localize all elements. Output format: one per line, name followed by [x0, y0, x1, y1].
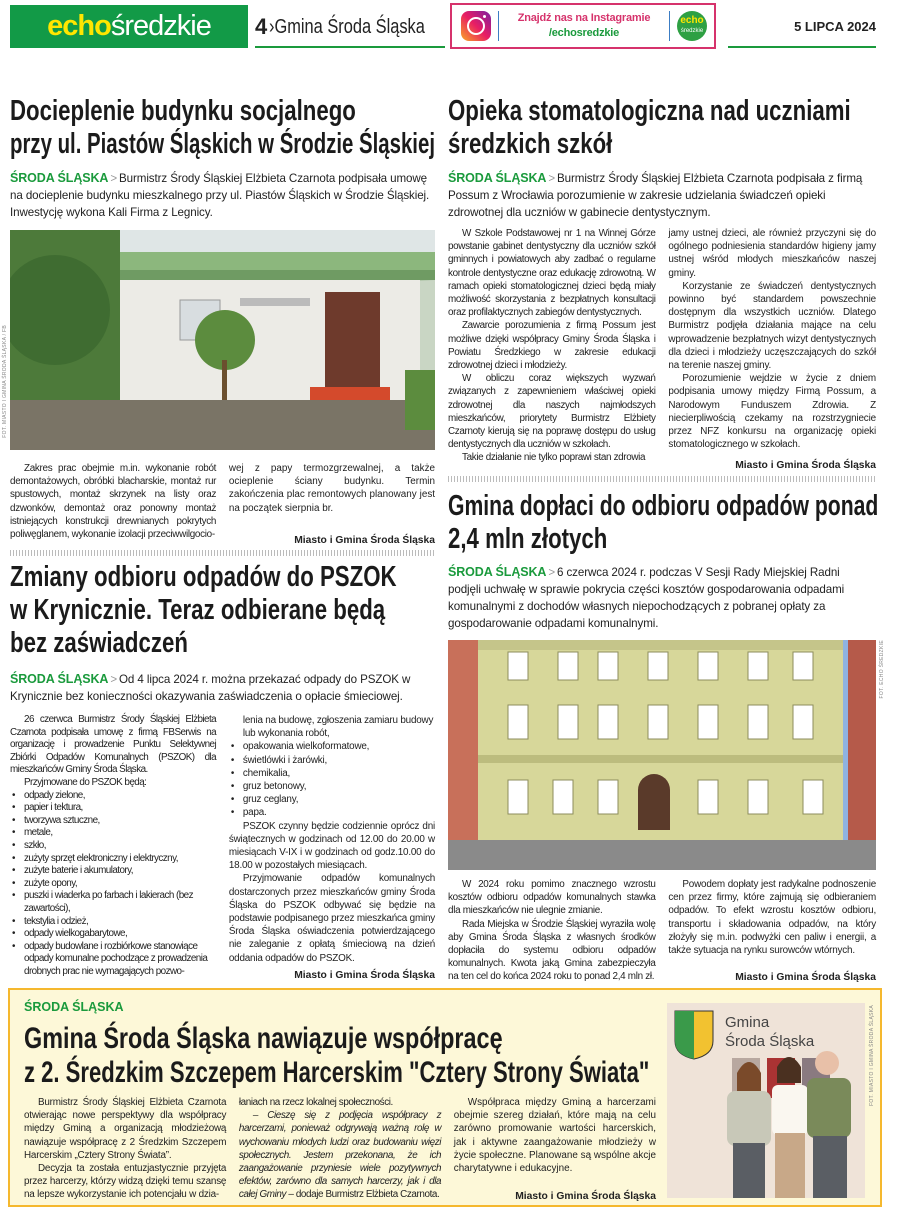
- paragraphs: [448, 227, 656, 465]
- title-line: w Krynicznie. Teraz odbierane będą: [10, 594, 386, 626]
- list-item: • gruz betonowy,: [229, 780, 435, 793]
- paragraph: 26 czerwca Burmistrz Środy Śląskiej Elżbieta Czarnota podpisała umowę z firmą FBSerwis na organizację i prowadzenie Punktu Selektywnej Zbiórki Odpadów Komunalnych (PSZOK) dla mieszkańców Gminy Środa Śląska.: [10, 714, 217, 776]
- photo-credit: FOT. MIASTO I GMINA ŚRODA ŚLĄSKA: [869, 1005, 875, 1106]
- newspaper-logo: [10, 5, 248, 48]
- badge-top: echo: [680, 15, 704, 26]
- column: [448, 878, 656, 984]
- photo-credit: FOT. ECHO ŚREDZKIE: [879, 640, 885, 699]
- section-divider: [448, 476, 876, 482]
- article-2-body: [10, 714, 435, 982]
- article-3-lead: [448, 170, 878, 221]
- list-item: • odpady wielkogabarytowe,: [10, 928, 216, 941]
- quote-attribution: – dodaje Burmistrz Elżbieta Czarnota.: [286, 1189, 440, 1201]
- lead-text: 6 czerwca 2024 r. podczas V Sesji Rady Miejskiej Radni podjęli uchwałę w sprawie pokrycia części kosztów gospodarowania odpadami komunalnymi z dochodów własnych niepochodzących z pobranej opłaty za gospodarowanie odpadami komunalnymi.: [448, 566, 845, 630]
- paragraph: Burmistrz Środy Śląskiej Elżbieta Czarnota otwierając nowe perspektywy dla współpracy między Gminą a organizacją młodzieżową nawiązuje współpracę z 2 Średzkim Szczepem Harcerskim „Cztery Strony Świata”.: [24, 1097, 227, 1161]
- paragraph: Powodem dopłaty jest radykalne podnoszenie cen przez firmy, które zajmują się odbieraniem odpadów. To efekt wzrostu kosztów odbioru, transportu i składowania odpadów, na który złożyły się m.in. podwyżki cen paliw i energii, a także sytuacja na rynku surowców wtórnych.: [668, 879, 876, 957]
- paragraph: łaniach na rzecz lokalnej społeczności.: [238, 1097, 393, 1108]
- list-item: • puszki i wiaderka po farbach i lakierach (bez zawartości),: [10, 890, 216, 915]
- title-line: z 2. Średzkim Szczepem Harcerskim "Cztery Strony Świata": [24, 1056, 650, 1089]
- paragraph: PSZOK czynny będzie codziennie oprócz dni świątecznych w godzinach od 12.00 do 20.00 w miesiącach V-IX i w godzinach od godz.10.00 do 18.00 w pozostałych miesiącach.: [228, 820, 435, 872]
- list-item: • odpady zielone,: [10, 790, 216, 803]
- column: [229, 462, 435, 547]
- article-2-title: [10, 561, 506, 660]
- paragraphs: [10, 714, 216, 790]
- location-label: ŚRODA ŚLĄSKA: [448, 171, 547, 185]
- lead-text: Burmistrz Środy Śląskiej Elżbieta Czarnota podpisała z firmą Possum z Wrocławia porozumienie w zakresie udzielania świadczeń opieki zdrowotnej dla uczniów w gabinecie dentystycznym.: [448, 172, 863, 219]
- signature: Miasto i Gmina Środa Śląska: [735, 459, 876, 471]
- paragraphs: [668, 280, 876, 452]
- paragraph: Zawarcie porozumienia z firmą Possum jest możliwe dzięki współpracy Gminy Środa Śląska i Powiatu Średzkiego w zakresie edukacji zdrowotnej dzieci i młodzieży.: [448, 320, 656, 372]
- signature: Miasto i Gmina Środa Śląska: [515, 1190, 656, 1202]
- column: [454, 1096, 656, 1203]
- column: [229, 714, 435, 982]
- paragraph: jamy ustnej dzieci, ale również przyczyni się do ogólnego podniesienia standardów higieny jamy ustnej wśród młodych mieszkańców naszej gminy.: [668, 228, 876, 279]
- paragraphs: [24, 1096, 226, 1202]
- paragraph: Korzystanie ze świadczeń dentystycznych powinno być standardem powszechnie dostępnym dla wszystkich uczniów. Dlatego Burmistrz podjęła działania mające na celu wprowadzenie bezpłatnych wizyt dentystycznych dla dzieci i młodzieży uczęszczających do szkół na terenie naszej gminy.: [668, 280, 876, 372]
- paragraph: Decyzja ta została entuzjastycznie przyjęta przez harcerzy, którzy widzą dzięki temu szansę na lepsze wykorzystanie ich potencjału w dzia-: [24, 1163, 227, 1201]
- list-item: • zużyty sprzęt elektroniczny i elektryczny,: [10, 853, 216, 866]
- logo-srodzkie: średzkie: [110, 10, 211, 42]
- column: [24, 1096, 226, 1203]
- location-label: ŚRODA ŚLĄSKA: [10, 171, 109, 185]
- list-item: • tworzywa sztuczne,: [10, 815, 216, 828]
- waste-list: [229, 740, 435, 819]
- article-3-body: [448, 227, 876, 472]
- column: [668, 878, 876, 984]
- page-number: 4: [255, 14, 268, 39]
- signature: Miasto i Gmina Środa Śląska: [294, 534, 435, 546]
- photo-sign-text: Środa Śląska: [725, 1033, 815, 1050]
- title-line: średzkich szkół: [448, 128, 613, 160]
- paragraph: Zakres prac obejmie m.in. wykonanie robót demontażowych, obróbki blacharskie, montaż rur spustowych, montaż skrzynek na listy oraz dzwonków, demontaż oraz ponowny montaż istniejących konstrukcji drewnianych pokrytych poliwęglanem, wykonanie izolacji przeciwwilgocio-: [10, 463, 217, 541]
- title-line: Gmina dopłaci do odbioru odpadów ponad: [448, 490, 879, 522]
- list-item: lenia na budowę, zgłoszenia zamiaru budowy lub wykonania robót,: [242, 715, 434, 740]
- paragraph: Rada Miejska w Środzie Śląskiej wyraziła wolę aby Gmina Środa Śląska z własnych środków dopłaciła do systemu odbioru odpadów komunalnych. Kwota jaką Gmina zabezpieczyła na ten cel do końca 2024 roku to ponad 2,4 mln zł.: [448, 918, 656, 983]
- list-item: • szkło,: [10, 840, 216, 853]
- column: [10, 714, 216, 982]
- paragraph: Współpraca między Gminą a harcerzami obejmie szereg działań, które mają na celu zarówno promowanie wartości harcerskich, jak i aktywne zaangażowanie młodzieży w życie społeczne. Planowane są wspólne akcje charytatywne i edukacyjne.: [453, 1097, 656, 1175]
- list-item: • świetlówki i żarówki,: [229, 754, 435, 767]
- paragraph: Takie działanie nie tylko poprawi stan zdrowia: [462, 452, 646, 464]
- article-4-lead: [448, 564, 868, 632]
- list-item: • metale,: [10, 827, 216, 840]
- waste-list: [10, 790, 216, 979]
- chevron-icon: >: [110, 673, 118, 686]
- column: [10, 462, 216, 547]
- paragraph: Przyjmowanie odpadów komunalnych dostarczonych przez mieszkańców gminy Środa Śląska do PSZOK odbywać się będzie na podstawie podpisanego przez mieszkańca gminy Środa Śląska oświadczenia potwierdzającego nie zaleganie z opłatą śmieciową na dzień oddania odpadów do PSZOK.: [228, 873, 435, 964]
- divider: [498, 11, 499, 41]
- list-item: • gruz ceglany,: [229, 793, 435, 806]
- page-chevron: ›: [269, 15, 275, 38]
- photo-credit: FOT. MIASTO I GMINA ŚRODA ŚLĄSKA / FB: [2, 325, 8, 438]
- quote: – Cieszę się z podjęcia współpracy z harcerzami, ponieważ odgrywają ważną rolę w wychowaniu młodych ludzi oraz budowaniu więzi społecznych. Jestem przekonana, że ich zaangażowanie przyniesie wiele pozytywnych efektów, zarówno dla samych harcerzy, jak i dla całej Gminy: [238, 1110, 442, 1201]
- building-photo: [10, 230, 435, 450]
- article-1-body: [10, 462, 435, 547]
- article-3-title: [448, 95, 900, 161]
- location-label: ŚRODA ŚLĄSKA: [448, 565, 547, 579]
- section-name: Gmina Środa Śląska: [274, 15, 426, 38]
- paragraph: W obliczu coraz większych wyzwań związanych z zapewnieniem właściwej opieki zdrowotnej dla naszych najmłodszych mieszkańców, priorytety Burmistrz Elżbiety Czarnoty kierują się na poprawę dostępu do usług dentystycznych dla uczniów w szkołach.: [448, 373, 656, 451]
- article-4-body: [448, 878, 876, 984]
- location-label: ŚRODA ŚLĄSKA: [24, 1000, 124, 1014]
- divider: [669, 11, 670, 41]
- article-5-body: [24, 1096, 656, 1203]
- title-line: bez zaświadczeń: [10, 627, 188, 659]
- logo-echo: echo: [47, 10, 111, 42]
- column: [448, 227, 656, 472]
- title-line: Gmina Środa Śląska nawiązuje współpracę: [24, 1022, 503, 1055]
- chevron-icon: >: [548, 172, 556, 185]
- list-item: • zużyte opony,: [10, 878, 216, 891]
- title-line: 2,4 mln złotych: [448, 523, 608, 555]
- lead-text: Burmistrz Środy Śląskiej Elżbieta Czarnota podpisała umowę na docieplenie budynku mieszkalnego przy ul. Piastów Śląskich w Środzie Śląskiej. Inwestycję wykona Kali Firma z Legnicy.: [10, 172, 430, 219]
- echo-badge-logo: [677, 11, 707, 41]
- page-header: [255, 8, 445, 48]
- town-hall-photo: [448, 640, 876, 870]
- list-item: • papa.: [229, 806, 435, 819]
- issue-date: 5 LIPCA 2024: [728, 8, 876, 48]
- article-4-title: [448, 490, 900, 556]
- scouts-photo: [667, 1003, 865, 1198]
- title-line: Zmiany odbioru odpadów do PSZOK: [10, 561, 397, 593]
- instagram-text: Znajdź nas na Instagramie: [517, 12, 651, 24]
- location-label: ŚRODA ŚLĄSKA: [10, 672, 109, 686]
- paragraphs: [668, 878, 876, 957]
- lead-text: Od 4 lipca 2024 r. można przekazać odpady do PSZOK w Krynicznie bez konieczności okazywania zaświadczenia o opłacie śmieciowej.: [10, 673, 411, 703]
- instagram-icon: [461, 11, 491, 41]
- paragraphs: [448, 878, 656, 984]
- paragraph: Porozumienie wejdzie w życie z dniem podpisania umowy między Firmą Possum, a Narodowym Funduszem Zdrowia. Z niecierpliwością czekamy na rozstrzygniecie przez NFZ konkursu na organizację opieki stomatologicznego w szkołach.: [668, 373, 876, 451]
- list-item: • tekstylia i odzież,: [10, 916, 216, 929]
- list-item: • zużyte baterie i akumulatory,: [10, 865, 216, 878]
- list-item: • chemikalia,: [229, 767, 435, 780]
- section-divider: [10, 550, 435, 556]
- instagram-banner[interactable]: [450, 3, 716, 49]
- title-line: Opieka stomatologiczna nad uczniami: [448, 95, 851, 127]
- list-item: • odpady budowlane i rozbiórkowe stanowiące odpady komunalne pochodzące z prowadzenia drobnych prac nie wymagających pozwo-: [10, 941, 216, 979]
- paragraphs: [229, 820, 435, 965]
- signature: Miasto i Gmina Środa Śląska: [735, 971, 876, 983]
- paragraph: Przyjmowane do PSZOK będą:: [24, 776, 147, 788]
- title-line: przy ul. Piastów Śląskich w Środzie Śląskiej: [10, 128, 435, 160]
- column: [239, 1096, 441, 1203]
- column: [668, 227, 876, 472]
- paragraph: W Szkole Podstawowej nr 1 na Winnej Górze powstanie gabinet dentystyczny dla uczniów szkół gminnych i powiatowych aby zadbać o regularne kontrole dentystyczne oraz edukację zdrowotną. W ramach opieki stomatologicznej dzieci będą miały możliwość skorzystania z bezpłatnych konsultacji oraz profilaktycznych zabiegów dentystycznych.: [448, 228, 656, 319]
- chevron-icon: >: [548, 566, 556, 579]
- badge-bottom: średzkie: [680, 28, 704, 34]
- list-item: • papier i tektura,: [10, 802, 216, 815]
- instagram-handle[interactable]: /echosredzkie: [548, 27, 620, 39]
- chevron-icon: >: [110, 172, 118, 185]
- article-1-lead: [10, 170, 435, 221]
- paragraph: W 2024 roku pomimo znacznego wzrostu kosztów odbioru odpadów komunalnych stawka dla mieszkańców nie ulegnie zmianie.: [448, 879, 656, 917]
- signature: Miasto i Gmina Środa Śląska: [294, 969, 435, 981]
- paragraph: wej z papy termozgrzewalnej, a także ocieplenie ściany budynku. Termin zakończenia plac remontowych planowany jest na początek sierpnia br.: [228, 463, 435, 514]
- list-item: • opakowania wielkoformatowe,: [229, 740, 435, 753]
- paragraphs: [229, 462, 435, 515]
- article-2-lead: [10, 671, 435, 705]
- paragraphs: [10, 462, 216, 541]
- photo-sign-text: Gmina: [725, 1014, 770, 1031]
- paragraphs: [454, 1096, 656, 1175]
- title-line: Docieplenie budynku socjalnego: [10, 95, 356, 127]
